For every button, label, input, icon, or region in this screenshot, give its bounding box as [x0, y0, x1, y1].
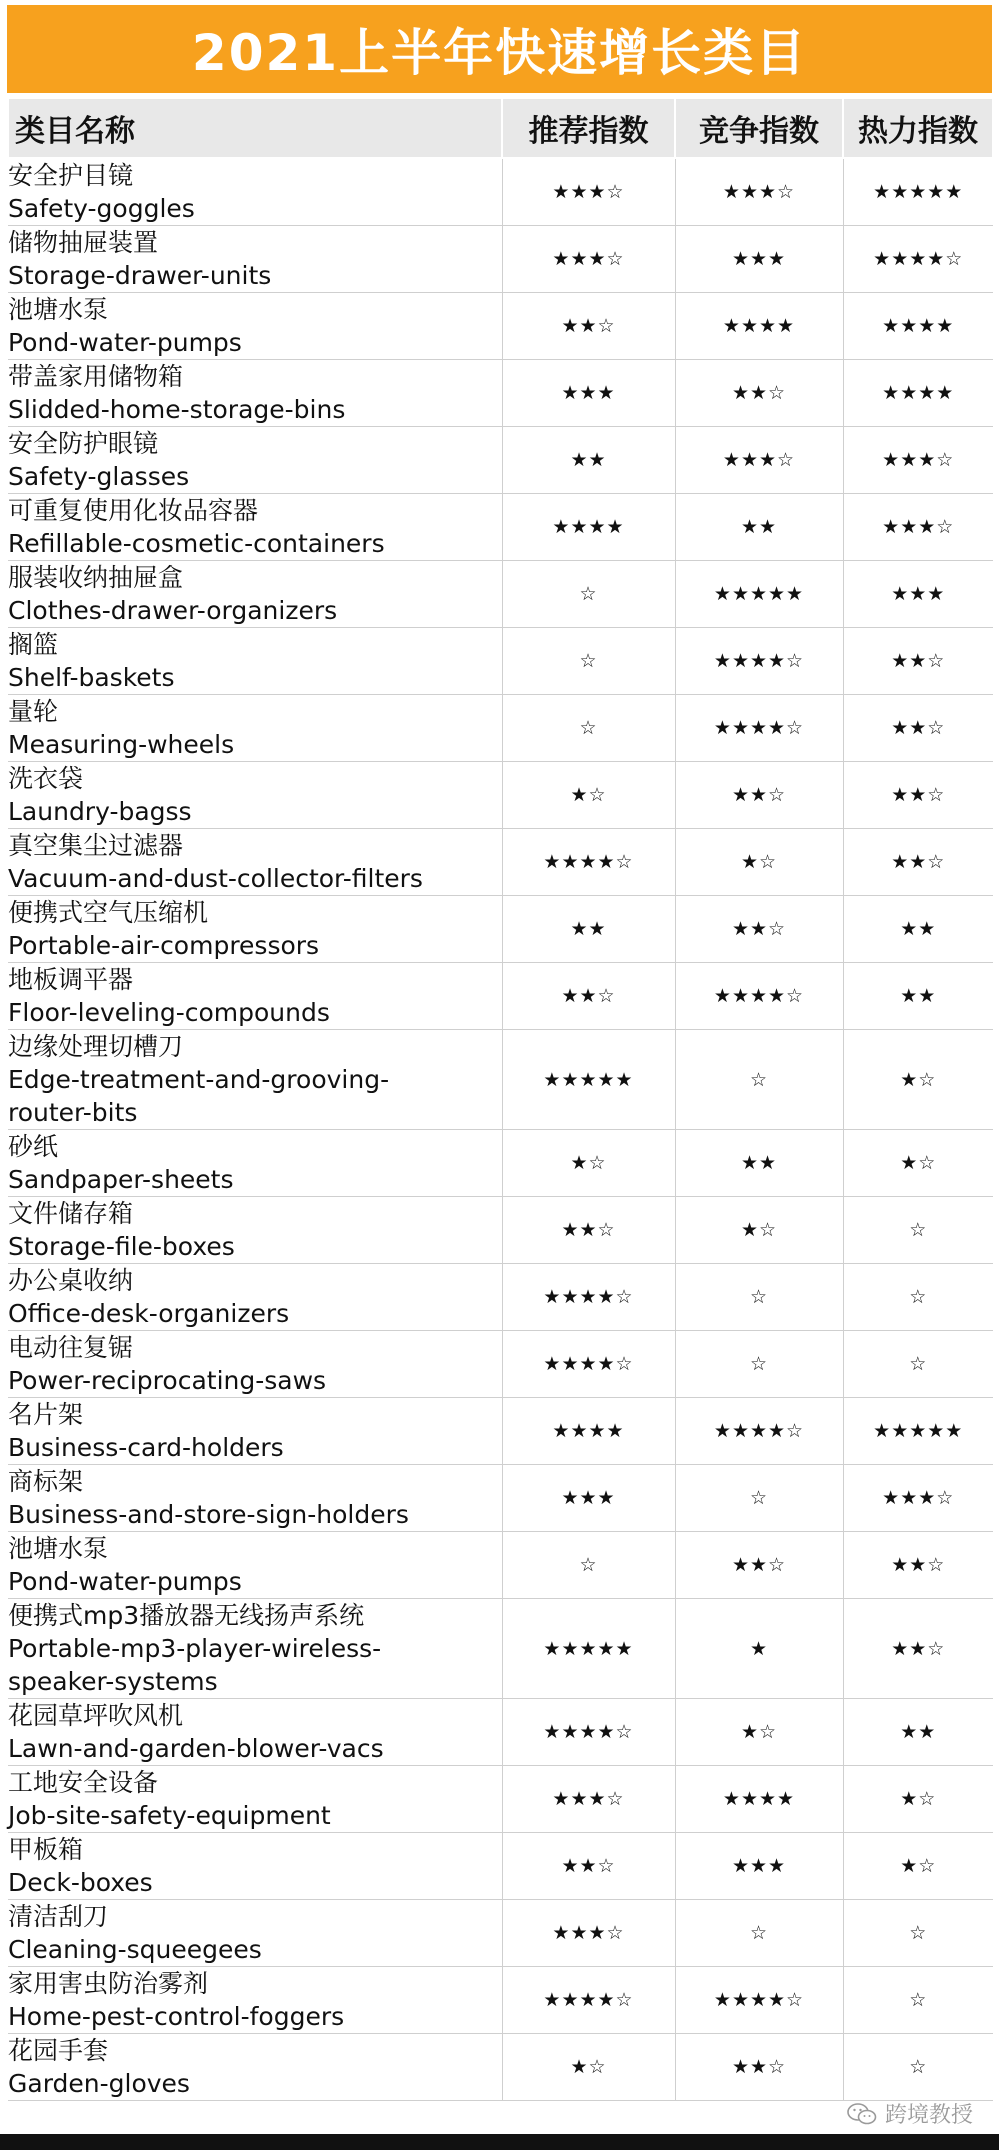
- recommend-stars: ★★: [502, 427, 675, 494]
- category-name-zh: 家用害虫防治雾剂: [8, 1969, 209, 1998]
- recommend-stars: ★★★☆: [502, 1766, 675, 1833]
- recommend-stars: ★★★☆: [502, 158, 675, 226]
- column-header-name: 类目名称: [8, 98, 502, 158]
- category-name-cell: [8, 1967, 502, 2034]
- competition-stars: ★★★★☆: [675, 695, 843, 762]
- category-name-zh: 工地安全设备: [8, 1768, 159, 1797]
- category-name-cell: [8, 427, 502, 494]
- recommend-stars: ★★★★★: [502, 1599, 675, 1699]
- recommend-stars: ★★★★☆: [502, 1967, 675, 2034]
- table-row: [8, 1465, 993, 1532]
- category-name-en: Job-site-safety-equipment: [8, 1801, 331, 1830]
- category-name-zh: 电动往复锯: [8, 1333, 134, 1362]
- category-name-en: Sandpaper-sheets: [8, 1165, 234, 1194]
- heat-stars: ★☆: [843, 1766, 993, 1833]
- category-name-en: Shelf-baskets: [8, 663, 175, 692]
- recommend-stars: ☆: [502, 628, 675, 695]
- table-row: [8, 762, 993, 829]
- heat-stars: ★★☆: [843, 1599, 993, 1699]
- table-row: [8, 1833, 993, 1900]
- category-name-en: Storage-drawer-units: [8, 261, 272, 290]
- table-row: [8, 1699, 993, 1766]
- recommend-stars: ☆: [502, 695, 675, 762]
- category-name-zh: 搁篮: [8, 630, 59, 659]
- category-name-cell: [8, 1465, 502, 1532]
- column-header-heat: 热力指数: [843, 98, 993, 158]
- table-body: [8, 158, 993, 2101]
- column-header-competition: 竞争指数: [675, 98, 843, 158]
- table-row: [8, 1599, 993, 1699]
- heat-stars: ★★: [843, 896, 993, 963]
- category-name-zh: 边缘处理切槽刀: [8, 1032, 184, 1061]
- category-name-en: Clothes-drawer-organizers: [8, 596, 338, 625]
- table-row: [8, 1264, 993, 1331]
- competition-stars: ☆: [675, 1465, 843, 1532]
- table-row: [8, 293, 993, 360]
- heat-stars: ★☆: [843, 1130, 993, 1197]
- watermark-text: 跨境教授: [884, 2103, 973, 2128]
- recommend-stars: ★★☆: [502, 1197, 675, 1264]
- heat-stars: ★★☆: [843, 628, 993, 695]
- category-name-zh: 量轮: [8, 697, 59, 726]
- table-row: [8, 695, 993, 762]
- category-name-zh: 名片架: [8, 1400, 84, 1429]
- category-name-cell: [8, 1264, 502, 1331]
- competition-stars: ☆: [675, 1331, 843, 1398]
- competition-stars: ★☆: [675, 1197, 843, 1264]
- category-name-en: Lawn-and-garden-blower-vacs: [8, 1734, 384, 1763]
- category-name-en: Portable-mp3-player-wireless-: [8, 1634, 382, 1663]
- heat-stars: ★★☆: [843, 1532, 993, 1599]
- category-name-zh: 池塘水泵: [8, 1534, 109, 1563]
- table-row: [8, 226, 993, 293]
- competition-stars: ☆: [675, 1030, 843, 1130]
- table-row: [8, 1532, 993, 1599]
- heat-stars: ★★★☆: [843, 1465, 993, 1532]
- column-header-recommend: 推荐指数: [502, 98, 675, 158]
- table-row: [8, 2034, 993, 2101]
- category-table: [7, 97, 994, 2101]
- category-name-cell: [8, 1699, 502, 1766]
- table-header-row: [8, 98, 993, 158]
- heat-stars: ☆: [843, 1197, 993, 1264]
- category-name-cell: [8, 963, 502, 1030]
- competition-stars: ★☆: [675, 1699, 843, 1766]
- recommend-stars: ★☆: [502, 2034, 675, 2101]
- competition-stars: ★★★★: [675, 1766, 843, 1833]
- category-name-zh: 砂纸: [8, 1132, 59, 1161]
- recommend-stars: ★★: [502, 896, 675, 963]
- heat-stars: ☆: [843, 2034, 993, 2101]
- recommend-stars: ☆: [502, 1532, 675, 1599]
- bottom-bar: [0, 2134, 999, 2150]
- table-row: [8, 1030, 993, 1130]
- competition-stars: ★★★☆: [675, 158, 843, 226]
- category-name-cell: [8, 1532, 502, 1599]
- competition-stars: ★★: [675, 1130, 843, 1197]
- category-name-en: Safety-goggles: [8, 194, 195, 223]
- category-name-en-continued: speaker-systems: [8, 1667, 218, 1696]
- category-name-cell: [8, 360, 502, 427]
- heat-stars: ★★: [843, 1699, 993, 1766]
- category-name-zh: 真空集尘过滤器: [8, 831, 184, 860]
- competition-stars: ★★★★: [675, 293, 843, 360]
- competition-stars: ★★☆: [675, 1532, 843, 1599]
- table-row: [8, 628, 993, 695]
- category-name-zh: 文件储存箱: [8, 1199, 134, 1228]
- category-name-zh: 服装收纳抽屉盒: [8, 563, 184, 592]
- category-name-zh: 花园草坪吹风机: [8, 1701, 184, 1730]
- table-row: [8, 1967, 993, 2034]
- category-name-en: Office-desk-organizers: [8, 1299, 290, 1328]
- page-title: 2021上半年快速增长类目: [191, 24, 808, 82]
- recommend-stars: ★★★: [502, 360, 675, 427]
- category-name-cell: [8, 2034, 502, 2101]
- category-name-cell: [8, 762, 502, 829]
- heat-stars: ★★★★☆: [843, 226, 993, 293]
- category-name-en-continued: router-bits: [8, 1098, 138, 1127]
- category-name-cell: [8, 293, 502, 360]
- table-row: [8, 1398, 993, 1465]
- recommend-stars: ★★★★: [502, 494, 675, 561]
- heat-stars: ★★☆: [843, 695, 993, 762]
- category-name-zh: 带盖家用储物箱: [8, 362, 184, 391]
- heat-stars: ☆: [843, 1264, 993, 1331]
- category-name-en: Floor-leveling-compounds: [8, 998, 330, 1027]
- category-name-zh: 储物抽屉装置: [8, 228, 159, 257]
- competition-stars: ★★☆: [675, 896, 843, 963]
- competition-stars: ★☆: [675, 829, 843, 896]
- category-name-cell: [8, 1766, 502, 1833]
- heat-stars: ☆: [843, 1900, 993, 1967]
- heat-stars: ★★★☆: [843, 427, 993, 494]
- heat-stars: ★☆: [843, 1833, 993, 1900]
- category-name-cell: [8, 1331, 502, 1398]
- title-banner: [7, 5, 992, 93]
- recommend-stars: ★★☆: [502, 293, 675, 360]
- category-name-cell: [8, 896, 502, 963]
- category-name-cell: [8, 1130, 502, 1197]
- heat-stars: ★★: [843, 963, 993, 1030]
- category-name-en: Home-pest-control-foggers: [8, 2002, 345, 2031]
- category-name-cell: [8, 494, 502, 561]
- category-name-cell: [8, 1599, 502, 1699]
- table-row: [8, 1900, 993, 1967]
- category-name-zh: 商标架: [8, 1467, 84, 1496]
- recommend-stars: ★★★★★: [502, 1030, 675, 1130]
- category-name-zh: 办公桌收纳: [8, 1266, 134, 1295]
- heat-stars: ★☆: [843, 1030, 993, 1130]
- category-name-en: Slidded-home-storage-bins: [8, 395, 346, 424]
- category-name-cell: [8, 1833, 502, 1900]
- competition-stars: ★: [675, 1599, 843, 1699]
- category-name-en: Laundry-bagss: [8, 797, 192, 826]
- recommend-stars: ★☆: [502, 762, 675, 829]
- category-name-cell: [8, 1197, 502, 1264]
- recommend-stars: ★★★★☆: [502, 1699, 675, 1766]
- category-name-en: Power-reciprocating-saws: [8, 1366, 327, 1395]
- category-name-cell: [8, 695, 502, 762]
- category-name-cell: [8, 1398, 502, 1465]
- category-name-zh: 池塘水泵: [8, 295, 109, 324]
- category-name-cell: [8, 1900, 502, 1967]
- competition-stars: ★★☆: [675, 360, 843, 427]
- category-name-en: Storage-file-boxes: [8, 1232, 235, 1261]
- category-name-en: Portable-air-compressors: [8, 931, 320, 960]
- recommend-stars: ★★☆: [502, 1833, 675, 1900]
- category-name-en: Pond-water-pumps: [8, 1567, 242, 1596]
- table-row: [8, 158, 993, 226]
- competition-stars: ★★★: [675, 226, 843, 293]
- competition-stars: ★★★★☆: [675, 1398, 843, 1465]
- heat-stars: ★★★★★: [843, 158, 993, 226]
- category-name-zh: 清洁刮刀: [8, 1902, 109, 1931]
- wechat-icon: [847, 2103, 877, 2125]
- table-row: [8, 896, 993, 963]
- heat-stars: ★★★☆: [843, 494, 993, 561]
- table-row: [8, 1766, 993, 1833]
- recommend-stars: ★★★★☆: [502, 1264, 675, 1331]
- competition-stars: ★★★★☆: [675, 963, 843, 1030]
- heat-stars: ☆: [843, 1967, 993, 2034]
- heat-stars: ★★★★: [843, 360, 993, 427]
- table-row: [8, 1331, 993, 1398]
- heat-stars: ★★★★: [843, 293, 993, 360]
- recommend-stars: ★★★☆: [502, 226, 675, 293]
- category-name-en: Safety-glasses: [8, 462, 190, 491]
- category-name-zh: 安全防护眼镜: [8, 429, 159, 458]
- table-row: [8, 427, 993, 494]
- category-name-en: Pond-water-pumps: [8, 328, 242, 357]
- heat-stars: ☆: [843, 1331, 993, 1398]
- recommend-stars: ★★★: [502, 1465, 675, 1532]
- category-name-en: Edge-treatment-and-grooving-: [8, 1065, 390, 1094]
- competition-stars: ☆: [675, 1900, 843, 1967]
- recommend-stars: ★★★★: [502, 1398, 675, 1465]
- competition-stars: ★★☆: [675, 762, 843, 829]
- heat-stars: ★★☆: [843, 762, 993, 829]
- category-name-cell: [8, 829, 502, 896]
- heat-stars: ★★★★★: [843, 1398, 993, 1465]
- category-name-en: Refillable-cosmetic-containers: [8, 529, 385, 558]
- category-name-zh: 可重复使用化妆品容器: [8, 496, 259, 525]
- category-name-cell: [8, 628, 502, 695]
- category-name-en: Cleaning-squeegees: [8, 1935, 262, 1964]
- category-name-zh: 地板调平器: [8, 965, 134, 994]
- category-name-en: Vacuum-and-dust-collector-filters: [8, 864, 423, 893]
- table-row: [8, 963, 993, 1030]
- table-row: [8, 1197, 993, 1264]
- category-name-cell: [8, 158, 502, 226]
- category-name-en: Business-and-store-sign-holders: [8, 1500, 409, 1529]
- category-name-en: Measuring-wheels: [8, 730, 235, 759]
- category-name-cell: [8, 1030, 502, 1130]
- competition-stars: ★★: [675, 494, 843, 561]
- recommend-stars: ★★★★☆: [502, 829, 675, 896]
- competition-stars: ★★★★☆: [675, 1967, 843, 2034]
- recommend-stars: ★★☆: [502, 963, 675, 1030]
- watermark: [847, 2098, 973, 2129]
- table-row: [8, 829, 993, 896]
- category-name-en: Garden-gloves: [8, 2069, 190, 2098]
- table-row: [8, 1130, 993, 1197]
- category-name-zh: 便携式mp3播放器无线扬声系统: [8, 1601, 365, 1630]
- recommend-stars: ★★★☆: [502, 1900, 675, 1967]
- competition-stars: ★★★: [675, 1833, 843, 1900]
- table-row: [8, 494, 993, 561]
- heat-stars: ★★★: [843, 561, 993, 628]
- competition-stars: ☆: [675, 1264, 843, 1331]
- category-name-zh: 安全护目镜: [8, 161, 134, 190]
- competition-stars: ★★★☆: [675, 427, 843, 494]
- competition-stars: ★★★★★: [675, 561, 843, 628]
- table-row: [8, 561, 993, 628]
- recommend-stars: ☆: [502, 561, 675, 628]
- category-name-en: Deck-boxes: [8, 1868, 153, 1897]
- category-name-zh: 便携式空气压缩机: [8, 898, 209, 927]
- recommend-stars: ★☆: [502, 1130, 675, 1197]
- table-row: [8, 360, 993, 427]
- category-name-cell: [8, 226, 502, 293]
- recommend-stars: ★★★★☆: [502, 1331, 675, 1398]
- category-name-zh: 洗衣袋: [8, 764, 84, 793]
- category-name-en: Business-card-holders: [8, 1433, 284, 1462]
- category-name-zh: 甲板箱: [8, 1835, 84, 1864]
- competition-stars: ★★★★☆: [675, 628, 843, 695]
- category-name-zh: 花园手套: [8, 2036, 109, 2065]
- heat-stars: ★★☆: [843, 829, 993, 896]
- category-name-cell: [8, 561, 502, 628]
- competition-stars: ★★☆: [675, 2034, 843, 2101]
